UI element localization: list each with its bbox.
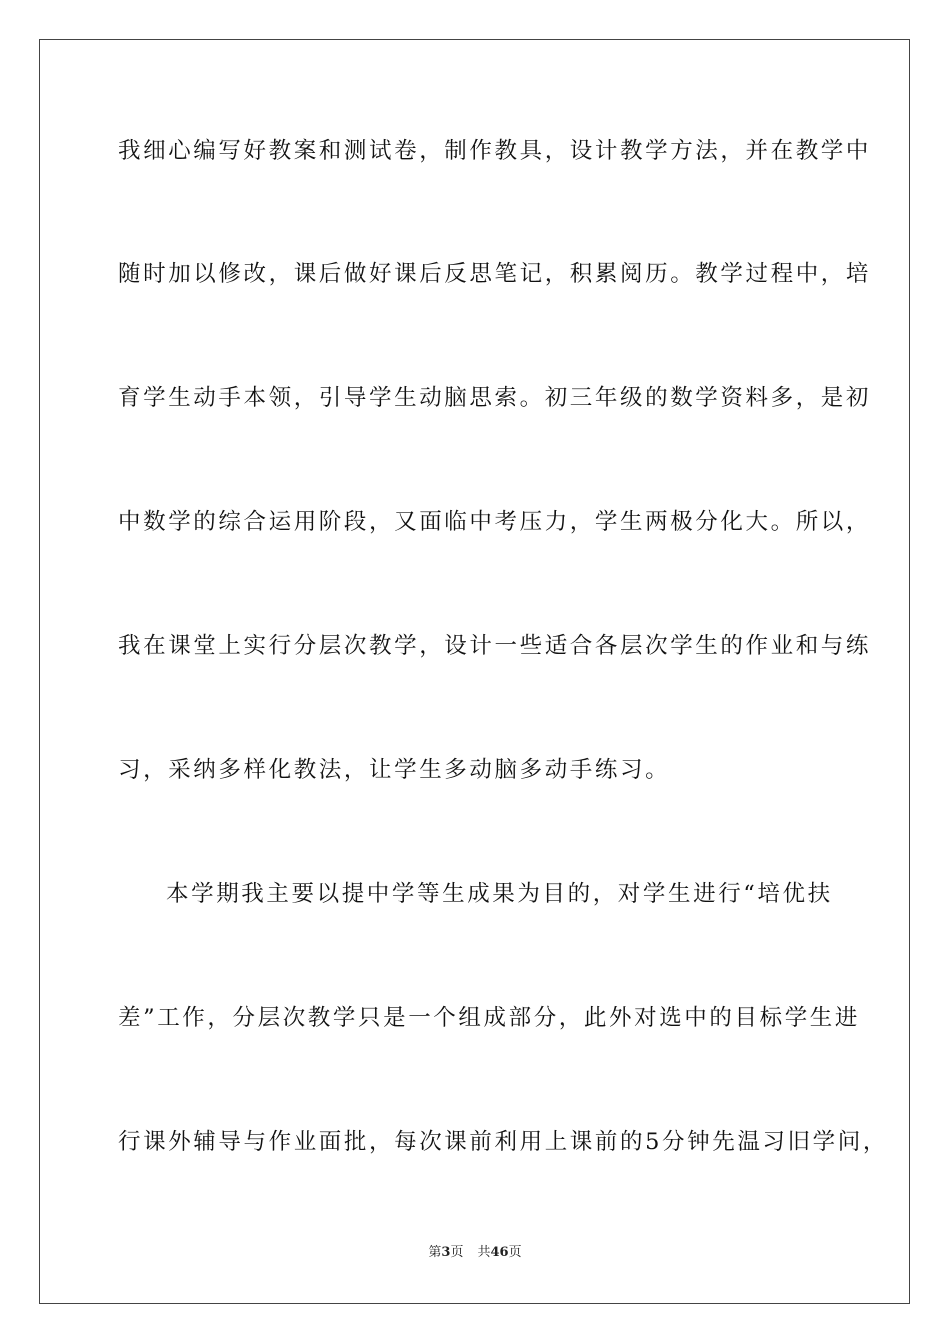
body-text-line-8: 差”工作，分层次教学只是一个组成部分，此外对选中的目标学生进 bbox=[118, 1005, 861, 1031]
page-border bbox=[39, 39, 910, 1304]
body-text-line-4: 中数学的综合运用阶段，又面临中考压力，学生两极分化大。所以， bbox=[118, 509, 872, 535]
body-text-line-3: 育学生动手本领，引导学生动脑思索。初三年级的数学资料多，是初 bbox=[118, 385, 872, 411]
total-prefix: 共 bbox=[477, 1245, 491, 1260]
body-text-line-1: 我细心编写好教案和测试卷，制作教具，设计教学方法，并在教学中 bbox=[118, 138, 872, 164]
body-text-line-7: 本学期我主要以提中学等生成果为目的，对学生进行“培优扶 bbox=[166, 881, 833, 907]
page-prefix: 第 bbox=[428, 1245, 442, 1260]
page-suffix: 页 bbox=[450, 1245, 464, 1260]
total-pages: 46 bbox=[490, 1245, 509, 1260]
body-text-line-9: 行课外辅导与作业面批，每次课前利用上课前的5分钟先温习旧学问， bbox=[118, 1129, 888, 1155]
page-footer bbox=[0, 1244, 950, 1262]
total-suffix: 页 bbox=[508, 1245, 522, 1260]
body-text-line-6: 习，采纳多样化教法，让学生多动脑多动手练习。 bbox=[118, 757, 671, 783]
body-text-line-5: 我在课堂上实行分层次教学，设计一些适合各层次学生的作业和与练 bbox=[118, 633, 872, 659]
body-text-line-2: 随时加以修改，课后做好课后反思笔记，积累阅历。教学过程中，培 bbox=[118, 261, 872, 287]
page-number: 3 bbox=[441, 1245, 451, 1260]
